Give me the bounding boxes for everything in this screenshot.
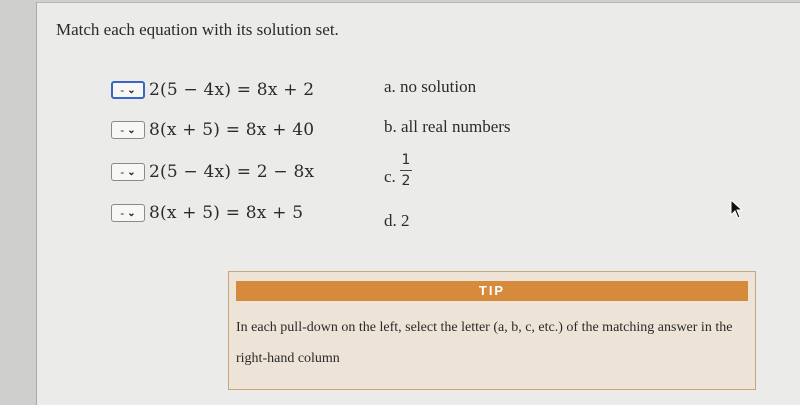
answer-d: d. 2 (384, 211, 410, 230)
select-value: - (120, 206, 125, 220)
fraction-bar (400, 170, 412, 171)
answer-c-label: c. (384, 167, 396, 186)
answer-a: a. no solution (384, 77, 477, 96)
select-value: - (120, 83, 125, 97)
match-row (111, 118, 314, 142)
equation-4: 8(x + 5) = 8x + 5 (149, 203, 304, 223)
equation-3: 2(5 − 4x) = 2 − 8x (149, 162, 315, 182)
tip-header: TIP (236, 281, 748, 301)
answer-select-1[interactable] (111, 81, 145, 99)
tip-text: In each pull-down on the left, select the letter (a, b, c, etc.) of the matching answer in the right-hand column (236, 320, 733, 366)
equation-1: 2(5 − 4x) = 8x + 2 (149, 80, 315, 100)
match-row (111, 201, 303, 225)
answer-b: b. all real numbers (384, 117, 511, 136)
fraction-denominator: 2 (401, 173, 411, 189)
match-row (111, 78, 314, 102)
fraction-numerator: 1 (401, 152, 411, 168)
equation-2: 8(x + 5) = 8x + 40 (149, 120, 315, 140)
answer-select-2[interactable] (111, 121, 145, 139)
answer-select-3[interactable] (111, 163, 145, 181)
answer-c-fraction (400, 152, 412, 189)
select-value: - (120, 165, 125, 179)
answer-select-4[interactable] (111, 204, 145, 222)
select-value: - (120, 123, 125, 137)
question-instruction: Match each equation with its solution set. (56, 20, 339, 39)
chevron-down-icon: ⌄ (127, 166, 136, 178)
chevron-down-icon: ⌄ (127, 207, 136, 219)
mouse-pointer-icon (730, 199, 744, 219)
match-row (111, 160, 314, 184)
chevron-down-icon: ⌄ (127, 84, 136, 96)
chevron-down-icon: ⌄ (127, 124, 136, 136)
